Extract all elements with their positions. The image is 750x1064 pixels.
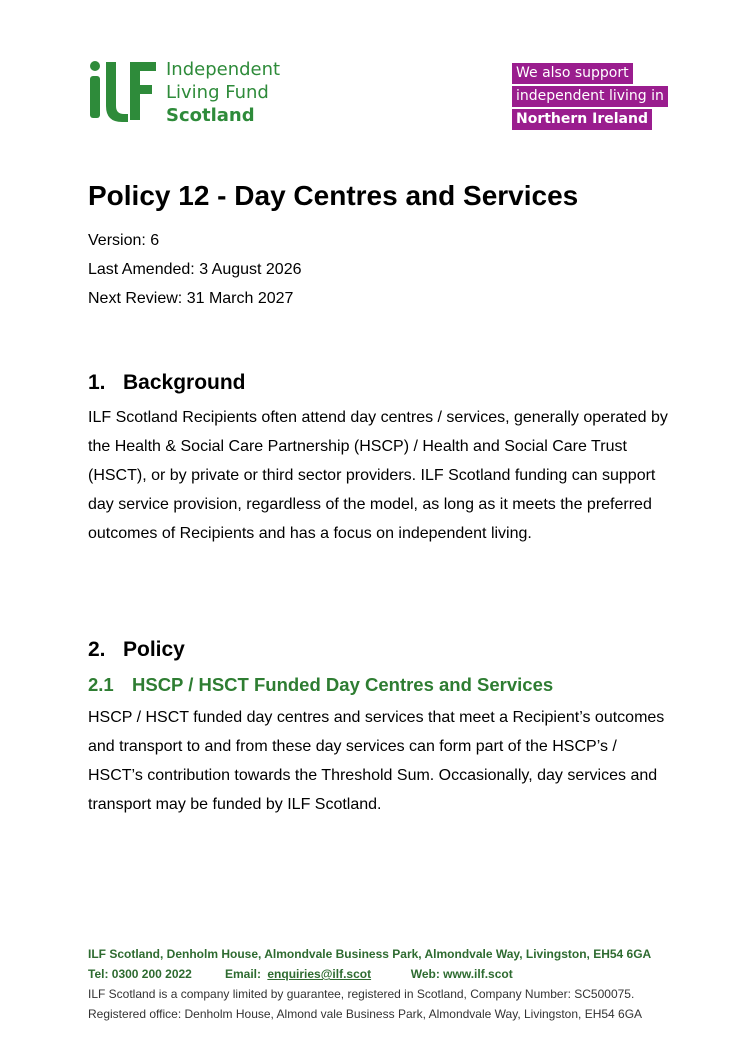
logo-line-2: Living Fund <box>166 82 269 103</box>
footer-email-link[interactable]: enquiries@ilf.scot <box>267 967 372 981</box>
section-number: 1. <box>88 371 106 394</box>
section-heading-background <box>88 369 246 397</box>
subsection-title: HSCP / HSCT Funded Day Centres and Services <box>132 674 554 695</box>
logo-line-3: Scotland <box>166 105 255 126</box>
ilf-logo-mark-icon <box>88 58 158 124</box>
ni-badge-line-2: independent living in <box>512 86 668 107</box>
section-title: Background <box>123 371 246 394</box>
document-last-amended: Last Amended: 3 August 2026 <box>88 261 302 278</box>
ilf-logo-text <box>166 58 280 127</box>
footer-contact-row <box>88 964 688 984</box>
northern-ireland-badge <box>512 63 662 132</box>
footer-tel: Tel: 0300 200 2022 <box>88 967 192 981</box>
footer-web: Web: www.ilf.scot <box>410 967 513 981</box>
ni-badge-line-1: We also support <box>512 63 633 84</box>
footer-email-label: Email: <box>225 967 262 981</box>
subsection-heading-2-1 <box>88 672 553 698</box>
page-footer <box>88 944 688 1024</box>
document-next-review: Next Review: 31 March 2027 <box>88 290 294 307</box>
footer-address: ILF Scotland, Denholm House, Almondvale Business Park, Almondvale Way, Livingston, EH54 6GA <box>88 947 652 961</box>
document-title: Policy 12 - Day Centres and Services <box>88 180 579 211</box>
document-version: Version: 6 <box>88 232 160 249</box>
logo-line-1: Independent <box>166 59 281 80</box>
section-number: 2. <box>88 638 106 661</box>
section-title: Policy <box>123 638 185 661</box>
subsection-number: 2.1 <box>88 674 114 695</box>
document-meta <box>88 226 302 313</box>
section-heading-policy <box>88 636 185 664</box>
section-text-background: ILF Scotland Recipients often attend day centres / services, generally operated by the Health & Social Care Partnership (HSCP) / Health and Social Care Trust (HSCT), or by private or third sector providers. ILF Scotland funding can support day service provision, regardless of the model, as long as it meets the preferred outcomes of Recipients and has a focus on independent living. <box>88 409 668 542</box>
ni-badge-line-3: Northern Ireland <box>512 109 652 130</box>
footer-registered-office: Registered office: Denholm House, Almond vale Business Park, Almondvale Way, Livingston, EH54 6GA <box>88 1007 643 1021</box>
footer-company: ILF Scotland is a company limited by guarantee, registered in Scotland, Company Number: SC500075. <box>88 987 635 1001</box>
subsection-text-2-1: HSCP / HSCT funded day centres and services that meet a Recipient’s outcomes and transport to and from these day services can form part of the HSCP’s / HSCT’s contribution towards the Threshold Sum. Occasionally, day services and transport may be funded by ILF Scotland. <box>88 709 665 813</box>
ilf-logo <box>88 58 298 124</box>
